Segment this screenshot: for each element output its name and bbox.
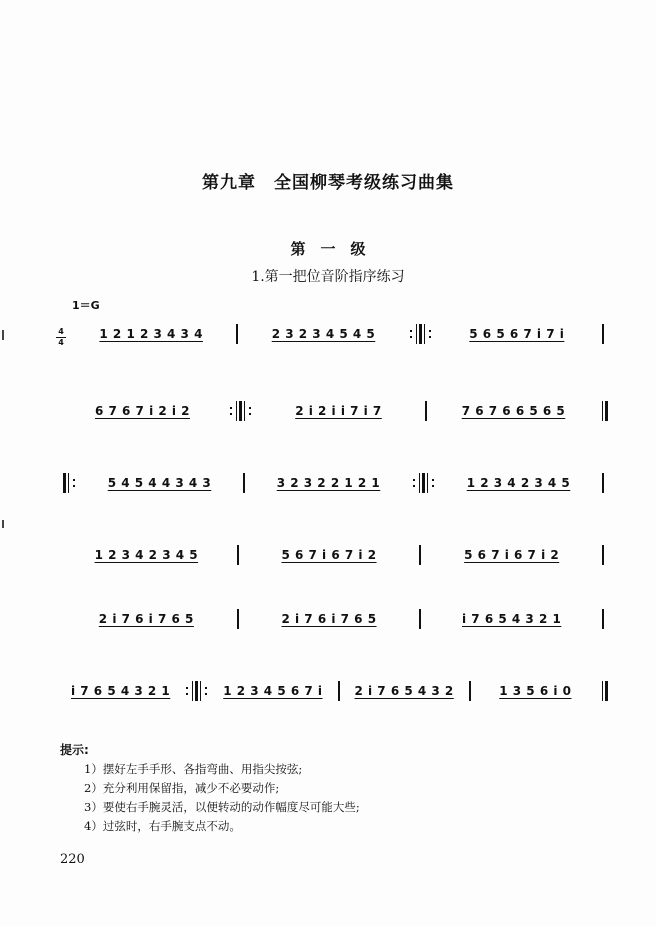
score-row	[60, 608, 608, 630]
barline	[243, 473, 245, 493]
score-measure: 1 2 3 4 2 3 4 5	[94, 548, 199, 562]
repeat-barline	[184, 681, 209, 701]
score-row	[60, 472, 608, 494]
score-measure: 1 2 3 4 2 3 4 5	[466, 476, 571, 490]
barline	[419, 609, 421, 629]
time-signature-bottom: 4	[58, 338, 64, 347]
score-measure: i 7 6 5 4 3 2 1	[462, 612, 562, 626]
score-measure: 5 4 5 4 4 3 4 3	[107, 476, 212, 490]
score-row	[60, 680, 608, 702]
barline	[602, 545, 604, 565]
score-measure: 2 i 7 6 i 7 6 5	[98, 612, 194, 626]
barline	[419, 545, 421, 565]
piece-title: 1.第一把位音阶指序练习	[251, 269, 405, 285]
repeat-start-barline	[63, 473, 77, 493]
barline	[425, 401, 427, 421]
barline	[602, 473, 604, 493]
barline	[602, 609, 604, 629]
barline	[602, 324, 604, 344]
score-measure: 1 3 5 6 i 0	[499, 684, 572, 698]
tips-title: 提示:	[60, 743, 89, 757]
chapter-title: 第九章 全国柳琴考级练习曲集	[202, 173, 454, 193]
score-measure: 7 6 7 6 6 5 6 5	[461, 404, 566, 418]
score-measure: 2 i 2 i i 7 i 7	[295, 404, 382, 418]
time-signature-top: 4	[58, 327, 64, 336]
score-row	[60, 544, 608, 566]
barline	[236, 324, 238, 344]
tip-item: 3）要使右手腕灵活，以便转动的动作幅度尽可能大些;	[84, 800, 360, 814]
score-measure: 5 6 5 6 7 i 7 i	[469, 327, 565, 341]
score-measure: 3 2 3 2 2 1 2 1	[276, 476, 381, 490]
score-measure: 1 2 3 4 5 6 7 i	[223, 684, 323, 698]
score-measure: 2 3 2 3 4 5 4 5	[271, 327, 376, 341]
scan-edge-mark	[2, 330, 4, 340]
repeat-barline	[408, 324, 433, 344]
score-measure: 2 i 7 6 i 7 6 5	[281, 612, 377, 626]
final-barline	[600, 401, 608, 421]
barline	[338, 681, 340, 701]
score-row	[60, 400, 608, 422]
score-measure: 5 6 7 i 6 7 i 2	[464, 548, 560, 562]
tip-item: 2）充分利用保留指，减少不必要动作;	[84, 781, 280, 795]
barline	[237, 609, 239, 629]
time-signature	[56, 328, 66, 347]
final-barline	[600, 681, 608, 701]
level-title: 第 一 级	[290, 240, 366, 258]
tips-list	[84, 760, 360, 836]
page-number: 220	[60, 852, 85, 867]
score-measure: 2 i 7 6 5 4 3 2	[354, 684, 454, 698]
score-measure: 6 7 6 7 i 2 i 2	[94, 404, 191, 418]
tip-item: 1）摆好左手手形、各指弯曲、用指尖按弦;	[84, 762, 303, 776]
repeat-barline	[411, 473, 436, 493]
key-signature: 1＝G	[72, 299, 100, 312]
barline	[237, 545, 239, 565]
repeat-barline	[228, 401, 253, 421]
tip-item: 4）过弦时，右手腕支点不动。	[84, 819, 241, 833]
score-measure: 1 2 1 2 3 4 3 4	[99, 327, 203, 341]
score-row	[70, 323, 608, 345]
barline	[469, 681, 471, 701]
score-measure: 5 6 7 i 6 7 i 2	[281, 548, 377, 562]
score-measure: i 7 6 5 4 3 2 1	[70, 684, 171, 698]
scan-edge-mark	[2, 520, 4, 528]
